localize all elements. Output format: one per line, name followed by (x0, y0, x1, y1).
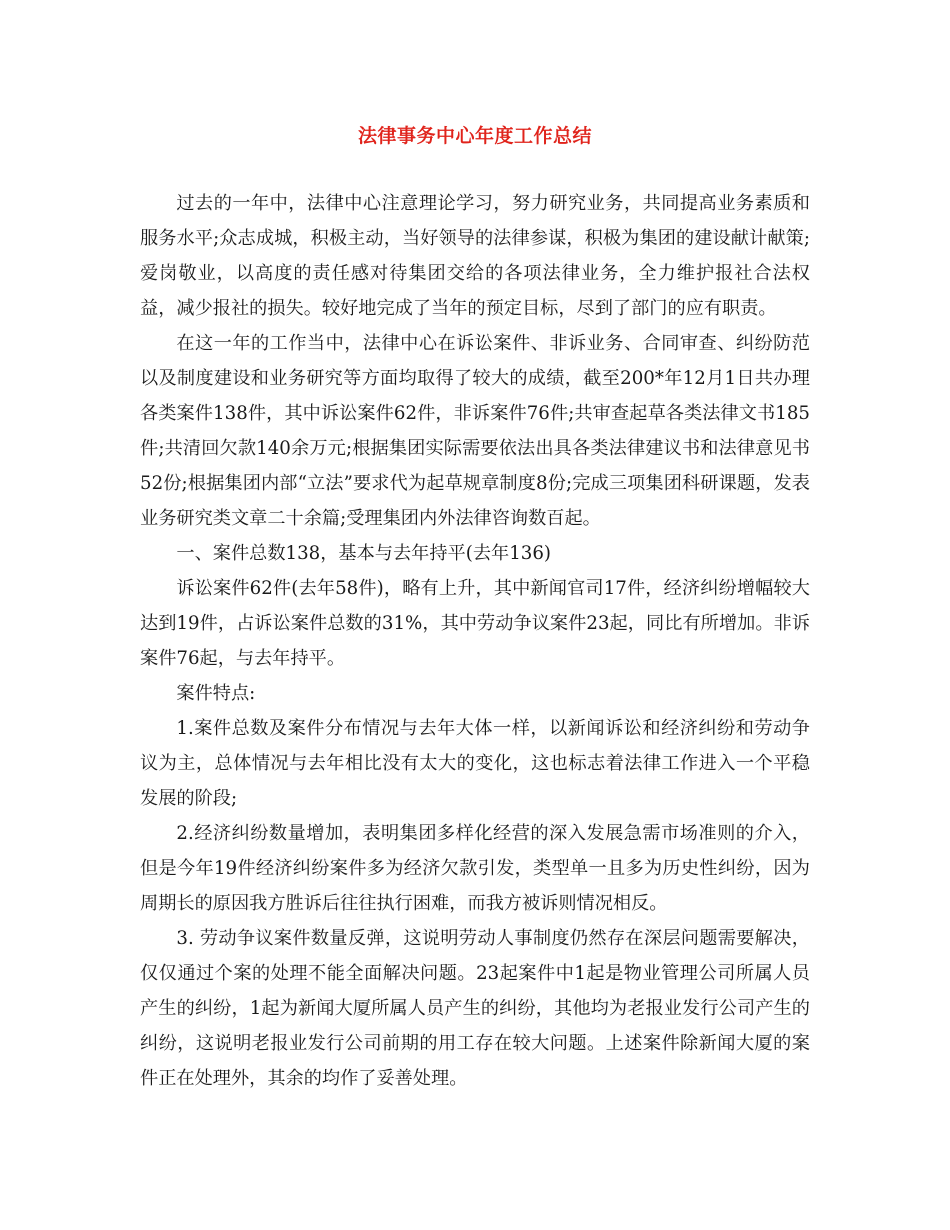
paragraph-feature-2: 2.经济纠纷数量增加，表明集团多样化经营的深入发展急需市场准则的介入，但是今年19件经济纠纷案件多为经济欠款引发，类型单一且多为历史性纠纷，因为周期长的原因我方胜诉后往往执行困难，而我方被诉则情况相反。 (140, 823, 810, 914)
paragraph-intro: 过去的一年中，法律中心注意理论学习，努力研究业务，共同提高业务素质和服务水平;众志成城，积极主动，当好领导的法律参谋，积极为集团的建设献计献策;爱岗敬业，以高度的责任感对待集团交给的各项法律业务，全力维护报社合法权益，减少报社的损失。较好地完成了当年的预定目标，尽到了部门的应有职责。 (140, 193, 810, 319)
paragraph-section-heading: 一、案件总数138，基本与去年持平(去年136) (176, 543, 552, 564)
paragraph-case-statistics: 诉讼案件62件(去年58件)，略有上升，其中新闻官司17件，经济纠纷增幅较大达到19件，占诉讼案件总数的31%，其中劳动争议案件23起，同比有所增加。非诉案件76起，与去年持平。 (140, 578, 810, 669)
paragraph-achievements: 在这一年的工作当中，法律中心在诉讼案件、非诉业务、合同审查、纠纷防范以及制度建设和业务研究等方面均取得了较大的成绩，截至200*年12月1日共办理各类案件138件，其中诉讼案件62件，非诉案件76件;共审查起草各类法律文书185件;共清回欠款140余万元;根据集团实际需要依法出具各类法律建议书和法律意见书52份;根据集团内部“立法”要求代为起草规章制度8份;完成三项集团科研课题，发表业务研究类文章二十余篇;受理集团内外法律咨询数百起。 (140, 333, 810, 529)
document-body (140, 186, 810, 1096)
document-title: 法律事务中心年度工作总结 (357, 125, 592, 147)
paragraph-feature-1: 1.案件总数及案件分布情况与去年大体一样，以新闻诉讼和经济纠纷和劳动争议为主，总体情况与去年相比没有太大的变化，这也标志着法律工作进入一个平稳发展的阶段; (140, 718, 810, 809)
paragraph-feature-3: 3. 劳动争议案件数量反弹，这说明劳动人事制度仍然存在深层问题需要解决，仅仅通过个案的处理不能全面解决问题。23起案件中1起是物业管理公司所属人员产生的纠纷，1起为新闻大厦所属人员产生的纠纷，其他均为老报业发行公司产生的纠纷，这说明老报业发行公司前期的用工存在较大问题。上述案件除新闻大厦的案件正在处理外，其余的均作了妥善处理。 (140, 928, 810, 1089)
paragraph-case-features-heading: 案件特点: (176, 683, 256, 704)
